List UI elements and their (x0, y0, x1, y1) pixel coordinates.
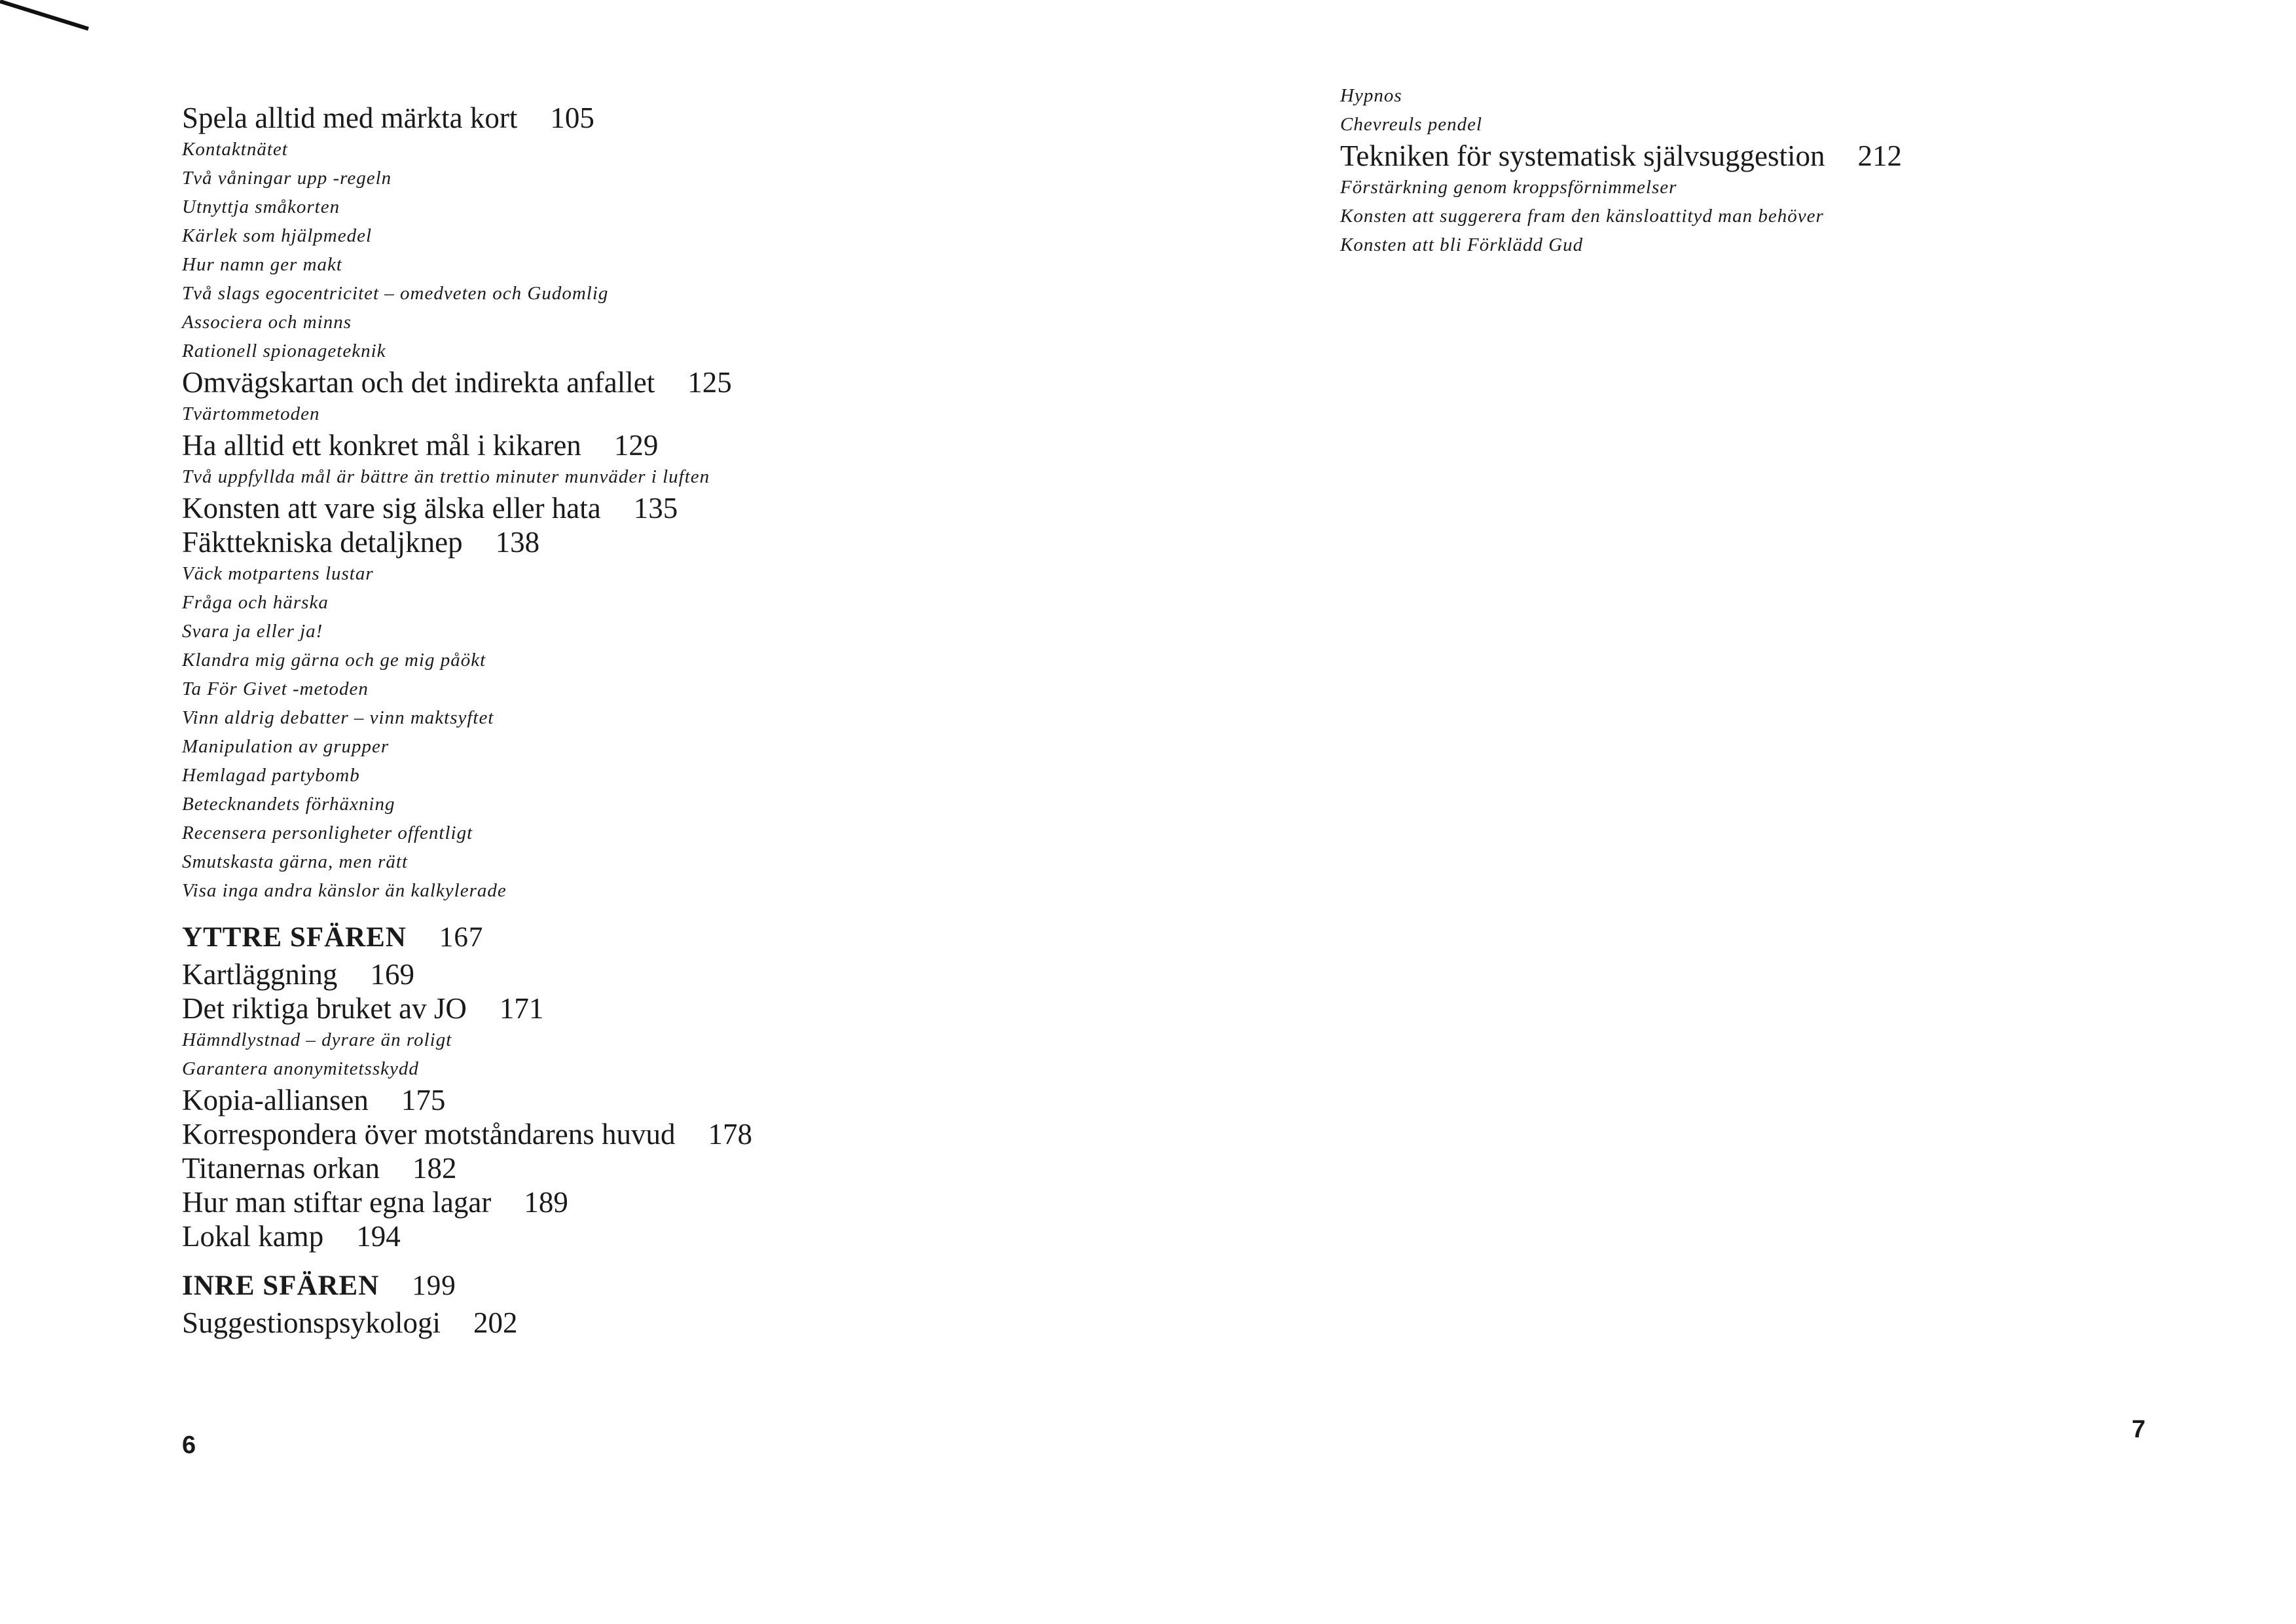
toc-section-heading: INRE SFÄREN 199 (182, 1270, 456, 1301)
toc-subentry: Hemlagad partybomb (182, 765, 360, 786)
toc-left (182, 101, 1099, 1340)
toc-subentry: Hypnos (1340, 85, 1402, 106)
toc-subentry: Klandra mig gärna och ge mig påökt (182, 650, 486, 671)
toc-subentry: Två våningar upp -regeln (182, 168, 392, 189)
toc-section-heading: YTTRE SFÄREN 167 (182, 922, 484, 953)
toc-chapter: Omvägskartan och det indirekta anfallet 125 (182, 366, 732, 399)
toc-chapter: Suggestionspsykologi 202 (182, 1306, 518, 1339)
toc-subentry: Kontaktnätet (182, 139, 288, 160)
toc-subentry: Svara ja eller ja! (182, 621, 323, 642)
toc-subentry: Kärlek som hjälpmedel (182, 225, 373, 246)
right-page (1148, 0, 2296, 1624)
toc-chapter: Kartläggning 169 (182, 958, 414, 991)
toc-subentry: Garantera anonymitetsskydd (182, 1058, 419, 1079)
toc-chapter: Hur man stiftar egna lagar 189 (182, 1186, 568, 1219)
toc-chapter: Det riktiga bruket av JO 171 (182, 992, 544, 1025)
toc-subentry: Chevreuls pendel (1340, 114, 1483, 135)
toc-subentry: Fråga och härska (182, 592, 329, 613)
toc-subentry: Ta För Givet -metoden (182, 678, 369, 699)
toc-subentry: Manipulation av grupper (182, 736, 390, 757)
toc-subentry: Hämndlystnad – dyrare än roligt (182, 1029, 452, 1050)
toc-chapter: Fäkttekniska detaljknep 138 (182, 526, 540, 559)
toc-subentry: Vinn aldrig debatter – vinn maktsyftet (182, 707, 494, 728)
toc-chapter: Lokal kamp 194 (182, 1220, 401, 1253)
page-number-right: 7 (2132, 1416, 2146, 1443)
toc-chapter: Korrespondera över motståndarens huvud 178 (182, 1118, 753, 1151)
toc-subentry: Rationell spionageteknik (182, 341, 386, 361)
toc-subentry: Hur namn ger makt (182, 254, 342, 275)
toc-chapter: Kopia-alliansen 175 (182, 1084, 446, 1116)
toc-subentry: Konsten att bli Förklädd Gud (1340, 234, 1584, 255)
toc-subentry: Recensera personligheter offentligt (182, 822, 473, 843)
toc-subentry: Smutskasta gärna, men rätt (182, 851, 408, 872)
toc-subentry: Förstärkning genom kroppsförnimmelser (1340, 177, 1677, 198)
page-number-left: 6 (182, 1431, 196, 1459)
toc-subentry: Två uppfyllda mål är bättre än trettio minuter munväder i luften (182, 466, 710, 487)
toc-subentry: Konsten att suggerera fram den känsloattityd man behöver (1340, 206, 1824, 227)
toc-chapter: Titanernas orkan 182 (182, 1152, 457, 1185)
toc-subentry: Visa inga andra känslor än kalkylerade (182, 880, 507, 901)
toc-subentry: Tvärtommetoden (182, 403, 320, 424)
toc-subentry: Associera och minns (182, 312, 352, 333)
toc-right (1340, 81, 2257, 259)
toc-subentry: Väck motpartens lustar (182, 563, 374, 584)
toc-chapter: Tekniken för systematisk självsuggestion 212 (1340, 139, 1903, 172)
toc-chapter: Ha alltid ett konkret mål i kikaren 129 (182, 429, 659, 462)
toc-chapter: Konsten att vare sig älska eller hata 135 (182, 492, 678, 525)
toc-subentry: Betecknandets förhäxning (182, 794, 395, 815)
toc-subentry: Två slags egocentricitet – omedveten och Gudomlig (182, 283, 609, 304)
toc-chapter: Spela alltid med märkta kort 105 (182, 101, 594, 134)
toc-subentry: Utnyttja småkorten (182, 196, 340, 217)
